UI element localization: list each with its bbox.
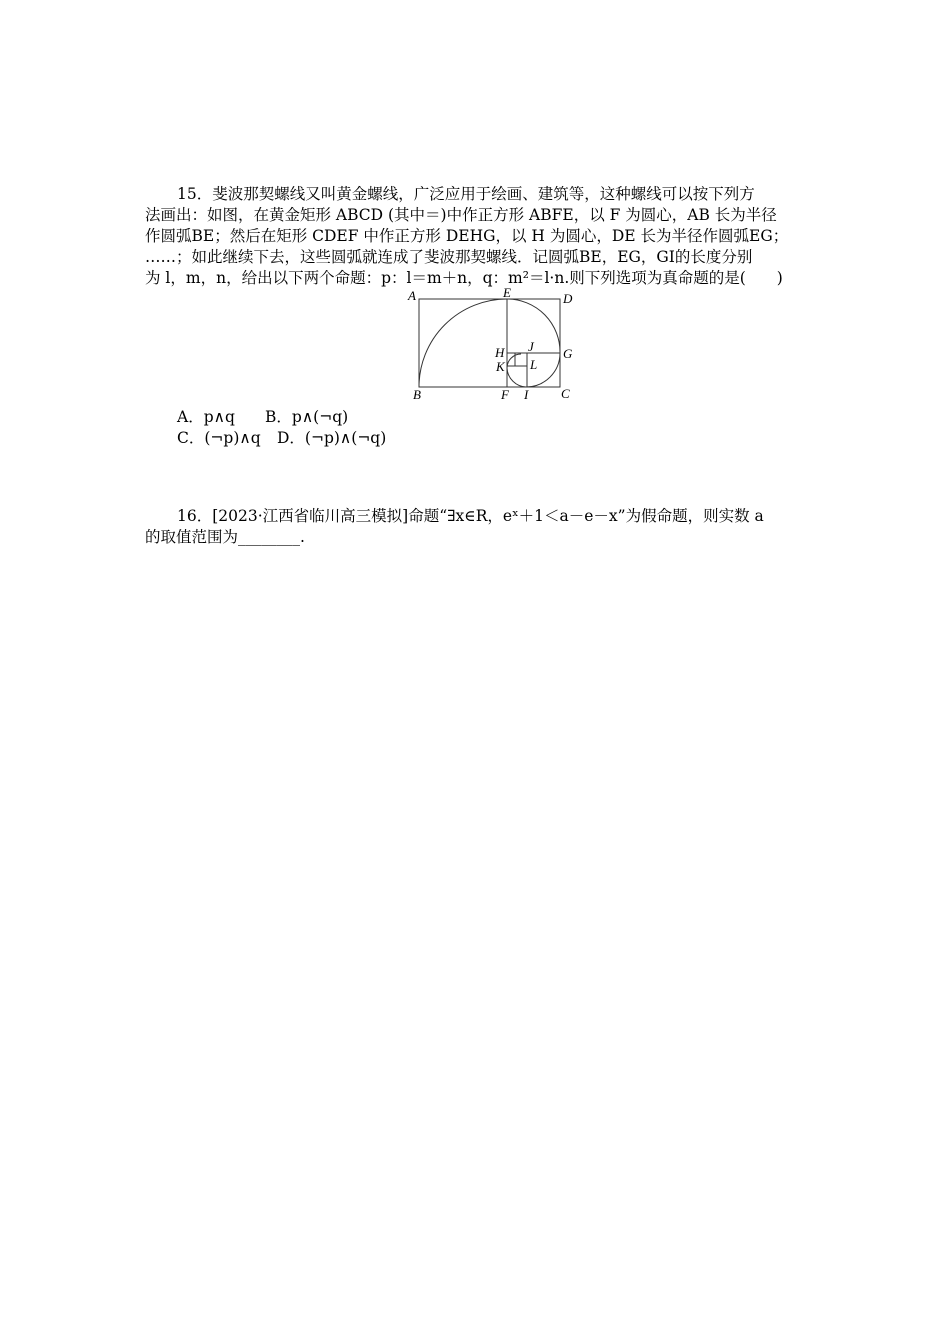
label-e: E (503, 286, 511, 300)
option-d[interactable]: D．(¬p)∧(¬q) (277, 429, 387, 447)
arc-ik (507, 368, 526, 387)
arc-be (419, 299, 507, 387)
q15-line-2: 法画出：如图，在黄金矩形 ABCD (其中＝)中作正方形 ABFE，以 F 为圆心，AB 长为半径 (145, 206, 777, 224)
label-j: J (528, 339, 534, 354)
option-b[interactable]: B．p∧(¬q) (265, 408, 349, 426)
label-d: D (563, 291, 573, 306)
label-a: A (408, 288, 416, 303)
label-b: B (413, 387, 421, 402)
golden-spiral-figure (400, 286, 590, 404)
label-f: F (501, 387, 509, 402)
q15-line-1: 15．斐波那契螺线又叫黄金螺线，广泛应用于绘画、建筑等，这种螺线可以按下列方 (177, 185, 755, 203)
q15-line-5: 为 l，m，n，给出以下两个命题：p：l＝m＋n，q：m²＝l·n.则下列选项为真命题的是( ) (145, 269, 783, 287)
q16-line-2: 的取值范围为________. (145, 528, 305, 546)
label-c: C (561, 386, 570, 401)
option-a[interactable]: A．p∧q (177, 408, 235, 426)
label-i: I (524, 387, 529, 402)
label-k: K (496, 359, 505, 374)
option-c[interactable]: C．(¬p)∧q (177, 429, 261, 447)
rectangle-abcd (419, 299, 560, 387)
q15-line-3: 作圆弧BE；然后在矩形 CDEF 中作正方形 DEHG，以 H 为圆心，DE 长为半径作圆弧EG； (145, 227, 789, 245)
q16-line-1: 16．[2023·江西省临川高三模拟]命题“∃x∈R，eˣ＋1＜a－e－x”为假命题，则实数 a (177, 507, 764, 525)
label-g: G (563, 346, 573, 361)
q15-line-4: ……；如此继续下去，这些圆弧就连成了斐波那契螺线．记圆弧BE，EG，GI的长度分别 (145, 248, 753, 266)
label-h: H (495, 345, 505, 360)
label-l: L (530, 357, 538, 372)
